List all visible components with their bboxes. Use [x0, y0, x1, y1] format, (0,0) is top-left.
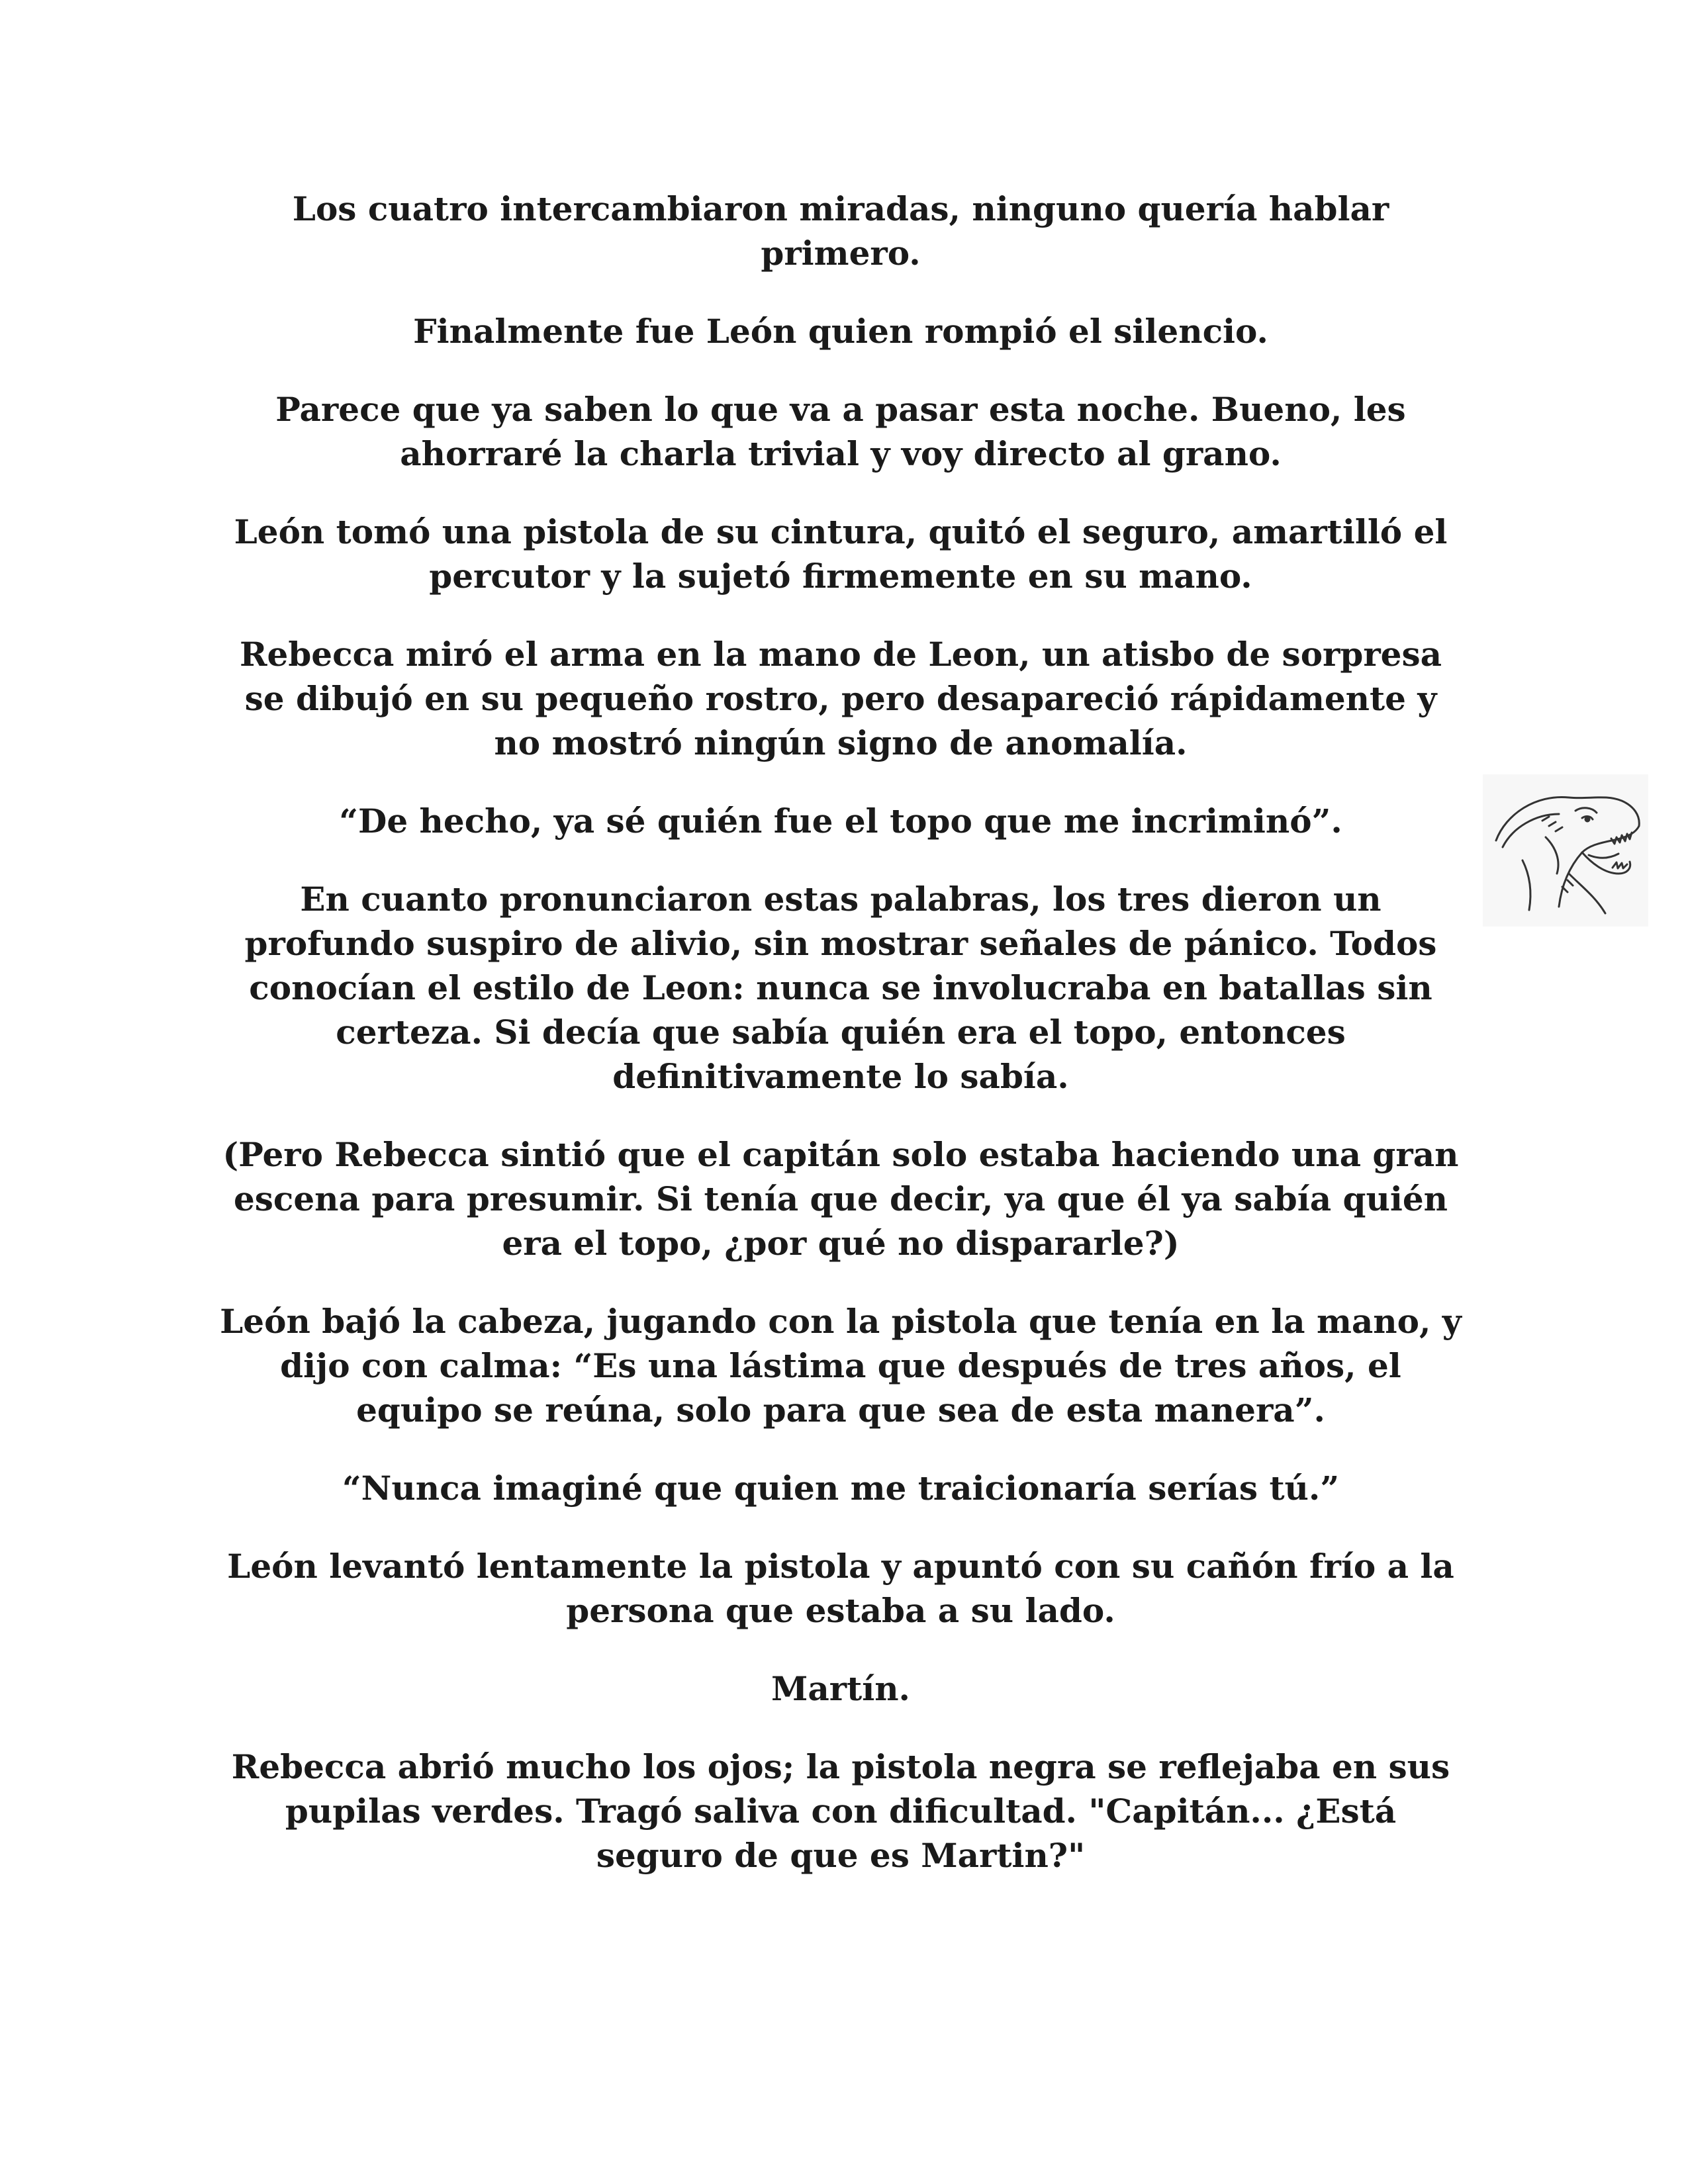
story-text	[218, 187, 1463, 1878]
paragraph: Los cuatro intercambiaron miradas, ninguno quería hablar primero.	[292, 189, 1389, 273]
paragraph: Parece que ya saben lo que va a pasar esta noche. Bueno, les ahorraré la charla trivial y voy directo al grano.	[275, 390, 1406, 473]
paragraph: León bajó la cabeza, jugando con la pistola que tenía en la mano, y dijo con calma: “Es una lástima que después de tres años, el equipo se reúna, solo para que sea de esta manera”.	[220, 1302, 1462, 1430]
paragraph: León tomó una pistola de su cintura, quitó el seguro, amartilló el percutor y la sujetó firmemente en su mano.	[234, 512, 1448, 596]
paragraph: Martín.	[771, 1669, 910, 1708]
paragraph: León levantó lentamente la pistola y apuntó con su cañón frío a la persona que estaba a su lado.	[227, 1547, 1454, 1630]
paragraph: “De hecho, ya sé quién fue el topo que me incriminó”.	[339, 801, 1342, 841]
paragraph: (Pero Rebecca sintió que el capitán solo estaba haciendo una gran escena para presumir. Si tenía que decir, ya que él ya sabía quién era el topo, ¿por qué no dispararle?)	[222, 1135, 1459, 1263]
paragraph: “Nunca imaginé que quien me traicionaría serías tú.”	[342, 1469, 1340, 1508]
paragraph: En cuanto pronunciaron estas palabras, los tres dieron un profundo suspiro de alivio, sin mostrar señales de pánico. Todos conocían el estilo de Leon: nunca se involucraba en batallas sin certeza. Si decía que sabía quién era el topo, entonces definitivamente lo sabía.	[244, 880, 1437, 1096]
paragraph: Rebecca abrió mucho los ojos; la pistola negra se reflejaba en sus pupilas verdes. Tragó saliva con dificultad. "Capitán... ¿Está seguro de que es Martin?"	[231, 1747, 1450, 1875]
dinosaur-head-sketch-icon	[1483, 774, 1648, 927]
paragraph: Finalmente fue León quien rompió el silencio.	[413, 312, 1268, 351]
paragraph: Rebecca miró el arma en la mano de Leon, un atisbo de sorpresa se dibujó en su pequeño rostro, pero desapareció rápidamente y no mostró ningún signo de anomalía.	[239, 635, 1442, 762]
